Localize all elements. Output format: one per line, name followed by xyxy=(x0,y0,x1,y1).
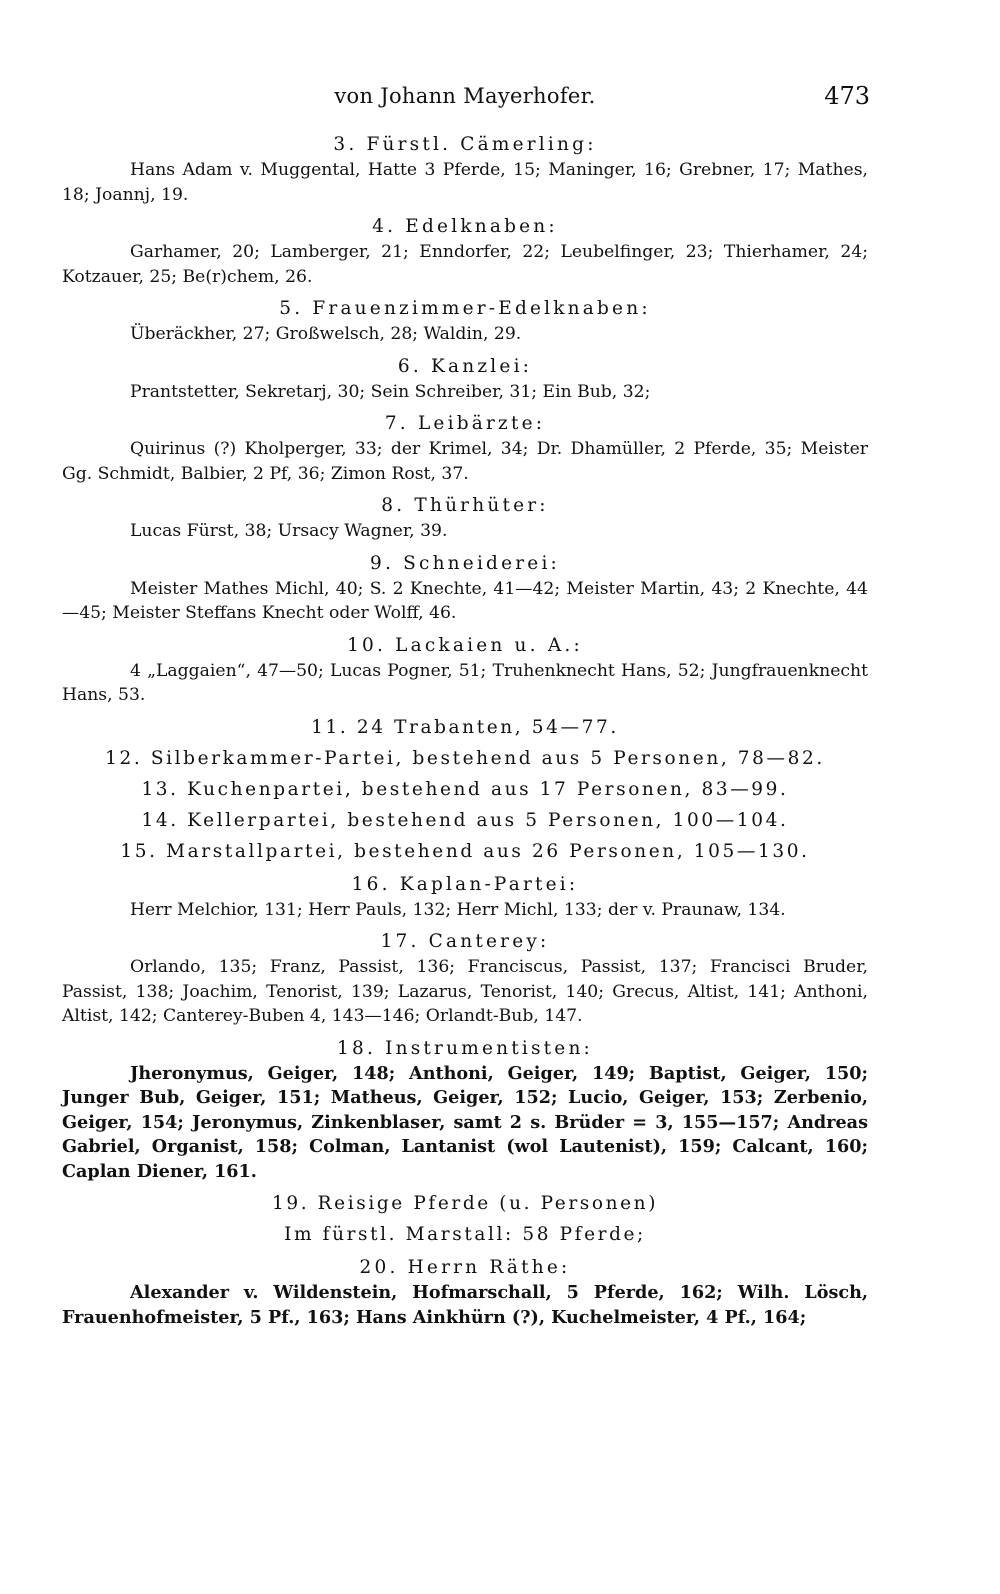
section-body: Lucas Fürst, 38; Ursacy Wagner, 39. xyxy=(130,521,448,541)
section-body: 4 „Laggaien“, 47—50; Lucas Pogner, 51; Truhenknecht Hans, 52; Jungfrauenknecht Hans, 53. xyxy=(62,660,868,705)
section-heading-kuchenpartei: 13. Kuchenpartei, bestehend aus 17 Personen, 83—99. xyxy=(141,778,789,800)
section-body: Garhamer, 20; Lamberger, 21; Enndorfer, 22; Leubelfinger, 23; Thierhamer, 24; Kotzauer, 25; Be(r)chem, 26. xyxy=(62,242,868,287)
section-body: Meister Mathes Michl, 40; S. 2 Knechte, 41—42; Meister Martin, 43; 2 Knechte, 44—45; Meister Steffans Knecht oder Wolff, 46. xyxy=(62,578,868,623)
section-heading: 16. Kaplan-Partei: xyxy=(351,873,579,895)
section-heading-kellerpartei: 14. Kellerpartei, bestehend aus 5 Personen, 100—104. xyxy=(141,809,789,831)
section-heading: 5. Frauenzimmer-Edelknaben: xyxy=(279,298,651,319)
section-instrumentisten xyxy=(62,1036,868,1185)
section-heading: 20. Herrn Räthe: xyxy=(359,1257,571,1278)
section-body: Überäckher, 27; Großwelsch, 28; Waldin, 29. xyxy=(130,324,522,344)
section-canterey xyxy=(62,929,868,1029)
section-edelknaben xyxy=(62,214,868,289)
section-herrn-räthe xyxy=(62,1255,868,1330)
section-heading: 3. Fürstl. Cämerling: xyxy=(333,134,597,155)
section-body: Quirinus (?) Kholperger, 33; der Krimel, 34; Dr. Dhamüller, 2 Pferde, 35; Meister Gg. Schmidt, Balbier, 2 Pf, 36; Zimon Rost, 37. xyxy=(62,439,868,484)
section-frauenzimmer-edelknaben xyxy=(62,296,868,347)
section-body: Alexander v. Wildenstein, Hofmarschall, 5 Pferde, 162; Wilh. Lösch, Frauenhofmeister, 5 Pf., 163; Hans Ainkhürn (?), Kuchelmeister, 4 Pf., 164; xyxy=(62,1282,868,1328)
page-header xyxy=(62,78,868,118)
section-heading-marstallpartei: 15. Marstallpartei, bestehend aus 26 Personen, 105—130. xyxy=(120,840,810,862)
section-body: Prantstetter, Sekretarj, 30; Sein Schreiber, 31; Ein Bub, 32; xyxy=(130,381,651,402)
section-heading-trabanten: 11. 24 Trabanten, 54—77. xyxy=(311,716,619,738)
section-heading-marstall: Im fürstl. Marstall: 58 Pferde; xyxy=(284,1224,646,1245)
section-heading: 8. Thürhüter: xyxy=(381,495,549,516)
section-heading: 4. Edelknaben: xyxy=(372,216,558,237)
section-body: Orlando, 135; Franz, Passist, 136; Franciscus, Passist, 137; Francisci Bruder, Passist, 138; Joachim, Tenorist, 139; Lazarus, Tenorist, 140; Grecus, Altist, 141; Anthoni, Altist, 142; Canterey-Buben 4, 143—146; Orlandt-Bub, 147. xyxy=(62,957,868,1026)
section-heading: 7. Leibärzte: xyxy=(384,413,546,434)
section-heading-silberkammer: 12. Silberkammer-Partei, bestehend aus 5 Personen, 78—82. xyxy=(105,747,825,769)
document-page xyxy=(62,78,868,1336)
running-title: von Johann Mayerhofer. xyxy=(334,84,596,108)
section-kaplan-partei xyxy=(62,872,868,923)
section-kanzlei xyxy=(62,354,868,405)
section-heading: 17. Canterey: xyxy=(380,931,550,952)
section-heading: 9. Schneiderei: xyxy=(370,552,560,574)
section-body: Jheronymus, Geiger, 148; Anthoni, Geiger, 149; Baptist, Geiger, 150; Junger Bub, Geiger, 151; Matheus, Geiger, 152; Lucio, Geiger, 153; Zerbenio, Geiger, 154; Jeronymus, Zinkenblaser, samt 2 s. Brüder = 3, 155—157; Andreas Gabriel, Organist, 158; Colman, Lantanist (wol Lautenist), 159; Calcant, 160; Caplan Diener, 161. xyxy=(62,1062,868,1182)
section-heading: 10. Lackaien u. A.: xyxy=(347,634,583,656)
section-heading: 6. Kanzlei: xyxy=(397,355,533,377)
section-cämerling xyxy=(62,132,868,207)
section-lackaien xyxy=(62,633,868,708)
section-body: Hans Adam v. Muggental, Hatte 3 Pferde, 15; Maninger, 16; Grebner, 17; Mathes, 18; Joannj, 19. xyxy=(62,160,868,205)
section-body: Herr Melchior, 131; Herr Pauls, 132; Herr Michl, 133; der v. Praunaw, 134. xyxy=(130,899,786,920)
section-heading: 18. Instrumentisten: xyxy=(337,1037,593,1059)
section-heading-reisige-pferde: 19. Reisige Pferde (u. Personen) xyxy=(271,1193,659,1214)
page-number: 473 xyxy=(824,82,870,110)
section-leibärzte xyxy=(62,411,868,486)
section-schneiderei xyxy=(62,551,868,626)
section-thürhüter xyxy=(62,493,868,544)
